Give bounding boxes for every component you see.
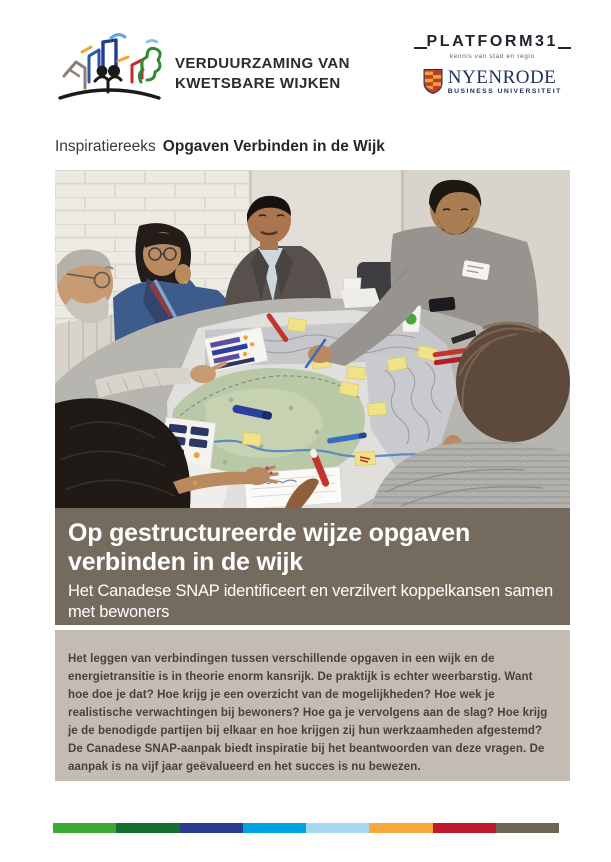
stripe-segment bbox=[116, 823, 179, 833]
platform31-logo bbox=[414, 33, 571, 51]
stripe-segment bbox=[180, 823, 243, 833]
neighborhood-skyline-icon bbox=[55, 30, 165, 106]
intro-text: Het leggen van verbindingen tussen verschillende opgaven in een wijk en de energietransitie is in theorie enorm kansrijk. De praktijk is echter weerbarstig. Want hoe doe je dat? Hoe krijg je een overzicht van de mogelijkheden? Hoe wek je realistische verwachtingen bij bewoners? Hoe ga je vervolgens aan de slag? Hoe krijg je de benodigde partijen bij elkaar en hoe krijgen zij hun werkzaamheden afgestemd? De Canadese SNAP-aanpak biedt inspiratie bij het beantwoorden van deze vragen. De aanpak is na vijf jaar geëvalueerd en het succes is nu bewezen. bbox=[68, 653, 548, 773]
series-title: Opgaven Verbinden in de Wijk bbox=[162, 138, 385, 155]
series-label: Inspiratiereeks bbox=[55, 138, 156, 155]
stripe-segment bbox=[369, 823, 432, 833]
platform31-underscore-left bbox=[414, 47, 427, 49]
folded-paper bbox=[341, 288, 381, 308]
nyenrode-name: NYENRODE bbox=[447, 67, 557, 88]
brand-wordmark-line2: KWETSBARE WIJKEN bbox=[175, 74, 341, 92]
stripe-segment bbox=[53, 823, 116, 833]
footer-stripe bbox=[53, 823, 559, 833]
page-subtitle: Het Canadese SNAP identificeert en verzilvert koppelkansen samen met bewoners bbox=[68, 582, 553, 621]
stripe-segment bbox=[496, 823, 559, 833]
intro-box bbox=[55, 630, 570, 781]
nyenrode-logo bbox=[423, 68, 562, 95]
brand-logo-block bbox=[55, 30, 350, 106]
platform31-tagline: kennis van stad en regio bbox=[449, 53, 535, 60]
header bbox=[55, 30, 571, 106]
stripe-segment bbox=[306, 823, 369, 833]
brand-wordmark bbox=[175, 54, 350, 93]
brand-wordmark-line1: VERDUURZAMING VAN bbox=[175, 55, 350, 72]
nyenrode-subtitle: BUSINESS UNIVERSITEIT bbox=[447, 88, 562, 95]
series-line bbox=[55, 138, 385, 156]
partner-logos bbox=[414, 30, 571, 95]
smartphone bbox=[428, 297, 455, 313]
platform31-underscore-right bbox=[558, 47, 571, 49]
stripe-segment bbox=[433, 823, 496, 833]
cover-photo bbox=[55, 170, 570, 508]
page-title: Op gestructureerde wijze opgaven verbinden in de wijk bbox=[68, 519, 471, 576]
nyenrode-shield-icon bbox=[423, 68, 443, 95]
stripe-segment bbox=[243, 823, 306, 833]
title-banner bbox=[55, 508, 570, 625]
nyenrode-text bbox=[448, 68, 562, 95]
workshop-photo-illustration bbox=[55, 170, 570, 508]
platform31-name: PLATFORM31 bbox=[426, 33, 558, 50]
